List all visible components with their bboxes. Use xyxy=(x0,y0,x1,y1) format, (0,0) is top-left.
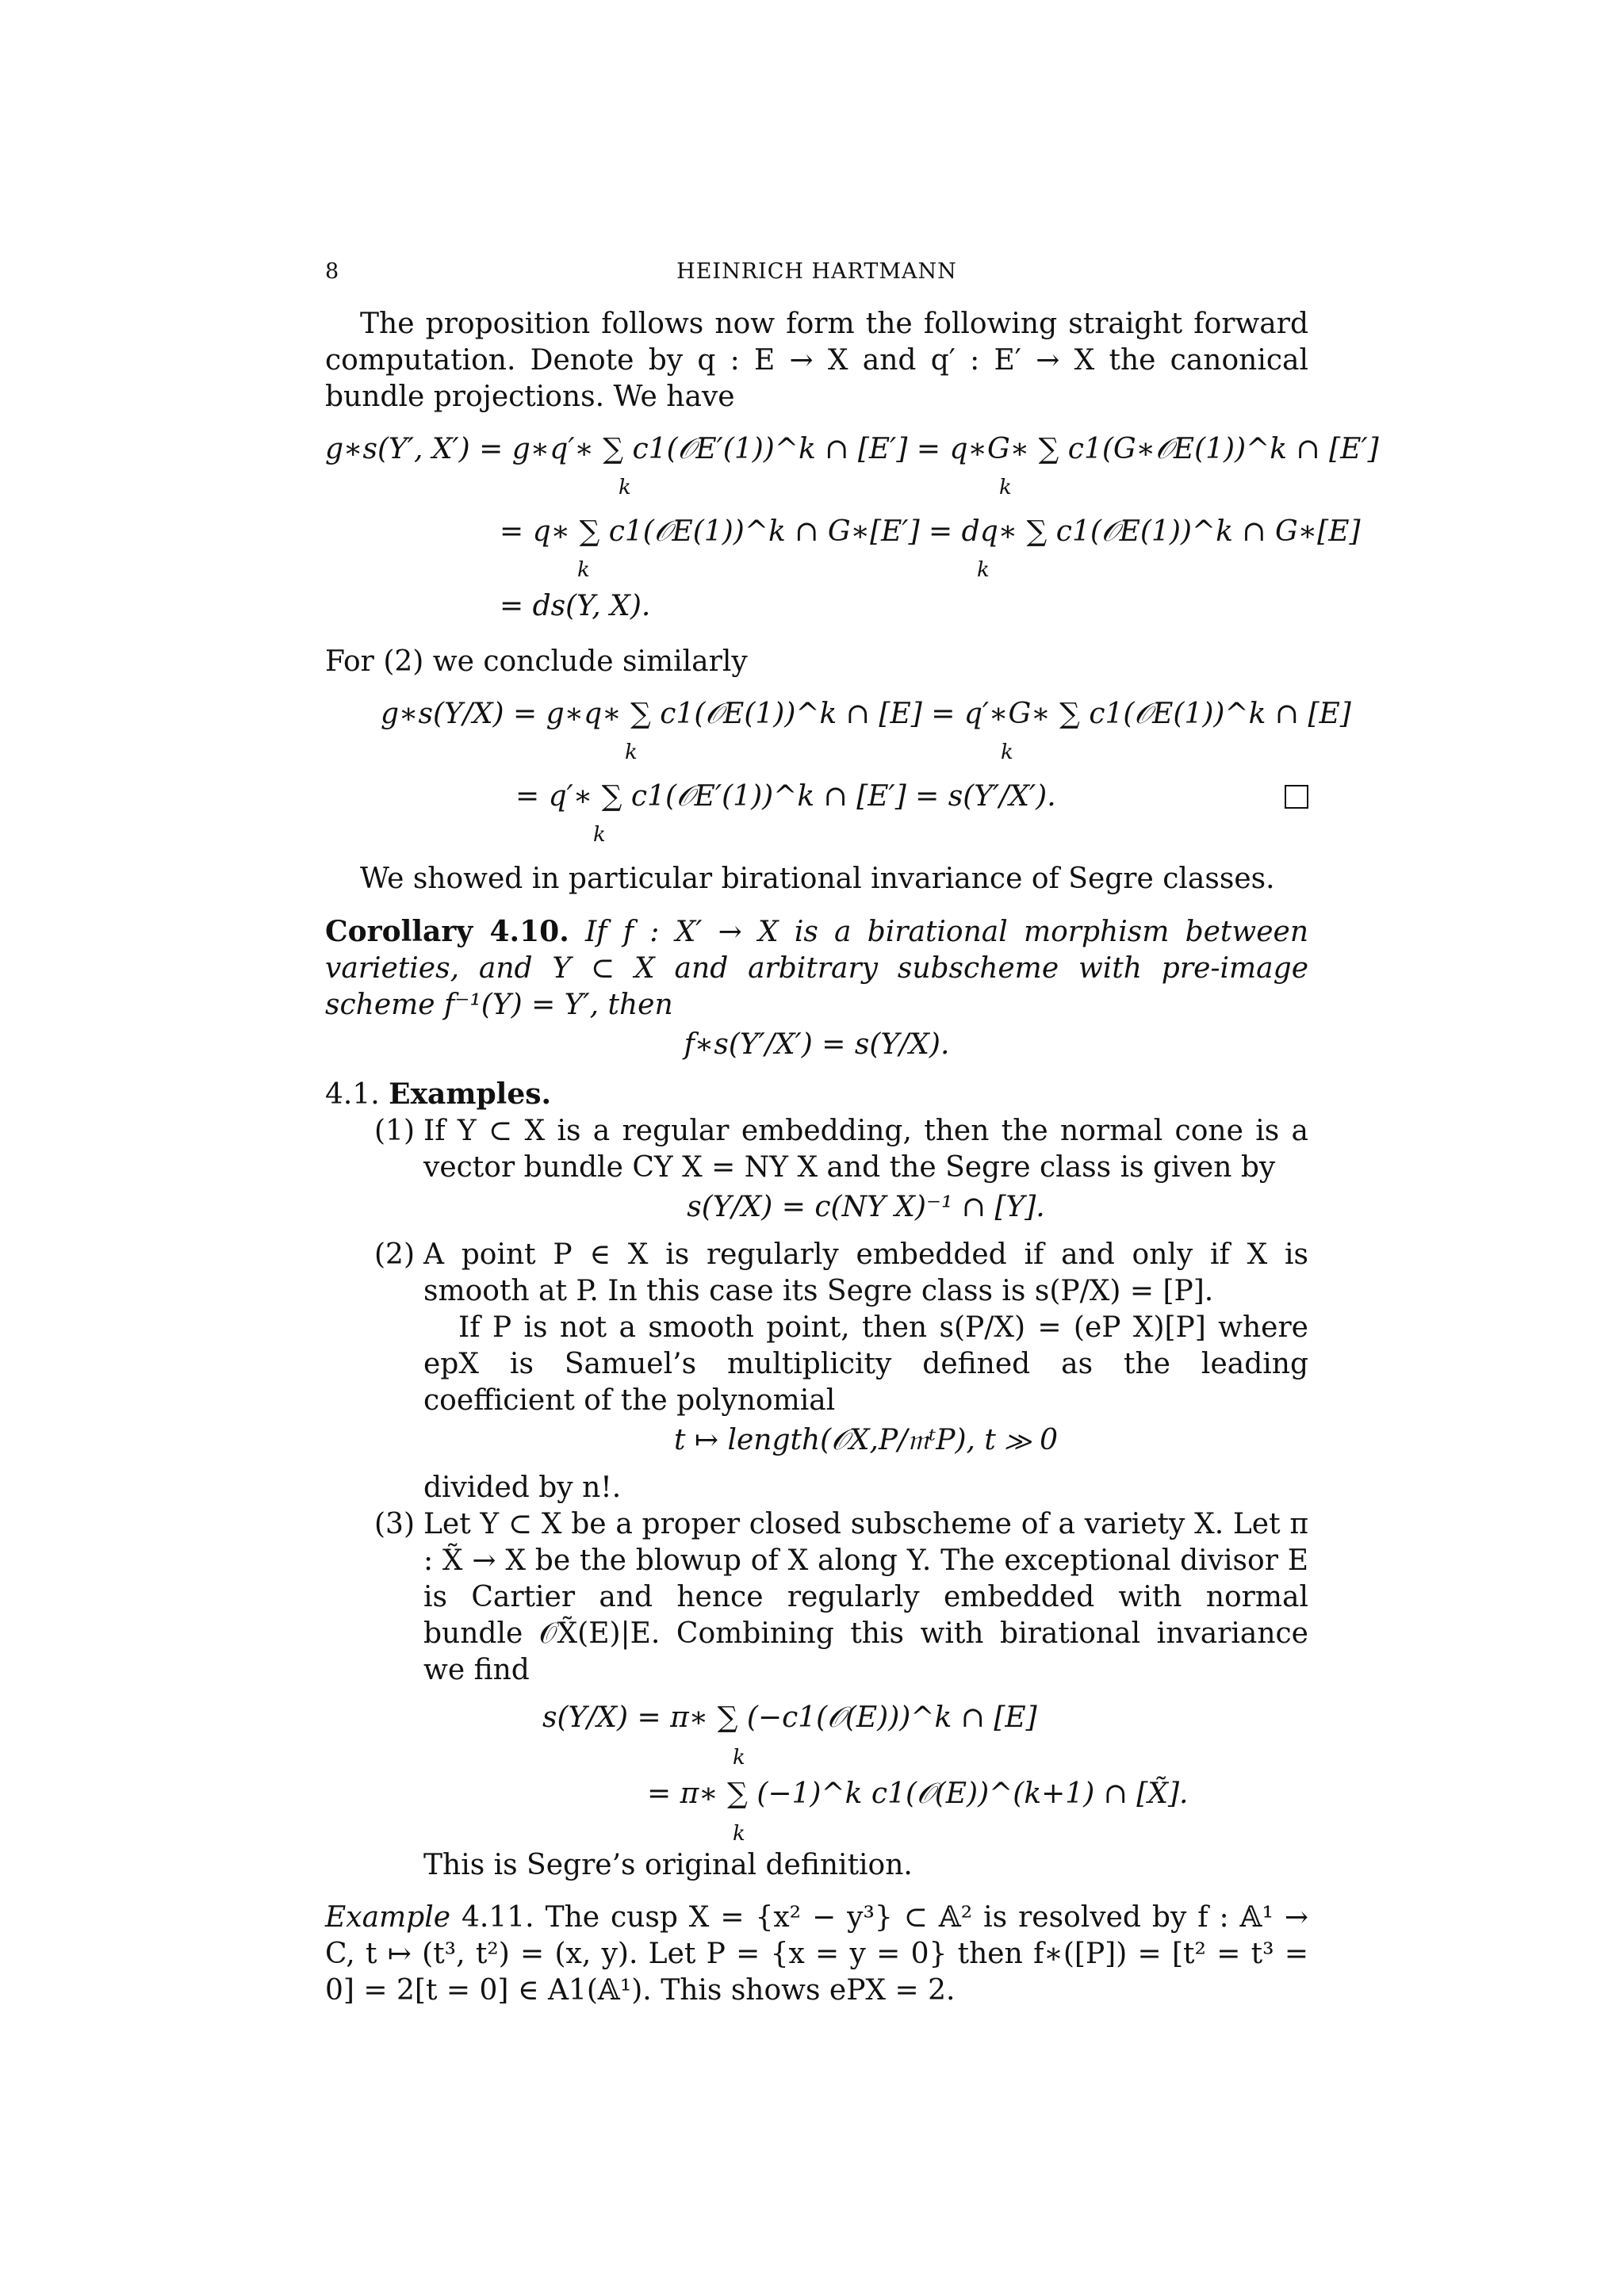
sum-index: k xyxy=(733,1746,745,1770)
equation-text: = q′∗ ∑ c1(𝒪E′(1))^k ∩ [E′] = s(Y′/X′). xyxy=(515,780,1056,813)
corollary-formula: f∗s(Y′/X′) = s(Y/X). xyxy=(684,1028,950,1061)
equation-text: = q∗ ∑ c1(𝒪E(1))^k ∩ G∗[E′] = dq∗ ∑ c1(𝒪E(1))^k ∩ G∗[E] xyxy=(500,515,1361,548)
list-item xyxy=(325,1113,1308,1226)
equation-text: = ds(Y, X). xyxy=(500,590,651,622)
corollary-4-10 xyxy=(325,913,1308,1024)
equation-line xyxy=(325,588,1308,636)
equation-text: s(Y/X) = π∗ ∑ (−c1(𝒪(E)))^k ∩ [E] xyxy=(542,1701,1037,1734)
item-formula: t ↦ length(𝒪X,P/𝔪ᵗP), t ≫ 0 xyxy=(673,1424,1059,1456)
paper-page xyxy=(325,254,1379,2009)
page-header xyxy=(325,254,1308,295)
item-formula xyxy=(423,1768,1308,1847)
sum-index: k xyxy=(733,1822,745,1846)
equation-text: = π∗ ∑ (−1)^k c1(𝒪(E))^(k+1) ∩ [X̃]. xyxy=(647,1777,1189,1810)
item-formula: s(Y/X) = c(NY X)⁻¹ ∩ [Y]. xyxy=(687,1191,1045,1223)
section-title: Examples. xyxy=(389,1077,552,1111)
item-formula xyxy=(423,1689,1308,1768)
item-label: (2) xyxy=(374,1238,415,1271)
paragraph-proof-intro: The proposition follows now form the following straight forward computation. Denote by q : E → X and q′ : E′ → X the canonical bundle projections. We have xyxy=(325,308,1308,413)
examples-list xyxy=(325,1113,1308,1884)
equation-text: g∗s(Y/X) = g∗q∗ ∑ c1(𝒪E(1))^k ∩ [E] = q′∗G∗ ∑ c1(𝒪E(1))^k ∩ [E] xyxy=(381,698,1351,730)
equation-line xyxy=(325,688,1351,771)
qed-symbol xyxy=(1285,785,1308,809)
paragraph-birational-invariance: We showed in particular birational invariance of Segre classes. xyxy=(360,863,1275,895)
example-4-11 xyxy=(325,1900,1308,2009)
running-title: HEINRICH HARTMANN xyxy=(676,259,957,284)
sum-index: k xyxy=(625,740,638,764)
sum-index: k xyxy=(619,476,631,499)
sum-index: k xyxy=(593,823,606,847)
item-label: (1) xyxy=(374,1115,415,1147)
page-number: 8 xyxy=(325,259,340,284)
list-item xyxy=(325,1506,1308,1884)
section-heading xyxy=(325,1076,1308,1113)
corollary-statement: If f : X′ → X is a birational morphism between varieties, and Y ⊂ X and arbitrary subscheme with pre-image scheme f⁻¹(Y) = Y′, then xyxy=(325,916,1309,1021)
equation-block-2 xyxy=(325,688,1351,853)
item-text: This is Segre’s original definition. xyxy=(423,1849,913,1881)
sum-index: k xyxy=(999,476,1012,499)
sum-index: k xyxy=(977,558,990,582)
equation-text: g∗s(Y′, X′) = g∗q′∗ ∑ c1(𝒪E′(1))^k ∩ [E′] = q∗G∗ ∑ c1(G∗𝒪E(1))^k ∩ [E′] xyxy=(325,433,1379,465)
equation-line xyxy=(325,423,1379,506)
section-number: 4.1. xyxy=(325,1078,380,1111)
paragraph-similarly: For (2) we conclude similarly xyxy=(325,645,748,678)
sum-index: k xyxy=(1001,740,1013,764)
list-item xyxy=(325,1237,1308,1506)
equation-line xyxy=(325,506,1361,588)
example-body: The cusp X = {x² − y³} ⊂ 𝔸² is resolved by f : 𝔸¹ → C, t ↦ (t³, t²) = (x, y). Let P = {x = y = 0} then f∗([P]) = [t² = t³ = 0] = 2[t = 0] ∈ A1(𝔸¹). This shows ePX = 2. xyxy=(325,1901,1309,2007)
item-label: (3) xyxy=(374,1508,415,1540)
item-text: If Y ⊂ X is a regular embedding, then the normal cone is a vector bundle CY X = NY X and the Segre class is given by xyxy=(423,1115,1308,1184)
example-number: 4.11. xyxy=(462,1901,534,1934)
sum-index: k xyxy=(577,558,590,582)
example-heading: Example xyxy=(325,1901,451,1934)
item-text: divided by n!. xyxy=(423,1471,622,1504)
item-text: Let Y ⊂ X be a proper closed subscheme of a variety X. Let π : X̃ → X be the blowup of X along Y. The exceptional divisor E is Cartier and hence regularly embedded with normal bundle 𝒪X̃(E)|E. Combining this with birational invariance we find xyxy=(423,1508,1308,1686)
corollary-heading: Corollary 4.10. xyxy=(325,915,569,948)
equation-line xyxy=(325,771,1308,853)
item-text: If P is not a smooth point, then s(P/X) = (eP X)[P] where epX is Samuel’s multiplicity defined as the leading coefficient of the polynomial xyxy=(423,1311,1308,1417)
item-text: A point P ∈ X is regularly embedded if and only if X is smooth at P. In this case its Segre class is s(P/X) = [P]. xyxy=(423,1238,1308,1307)
equation-block-1 xyxy=(325,423,1379,636)
